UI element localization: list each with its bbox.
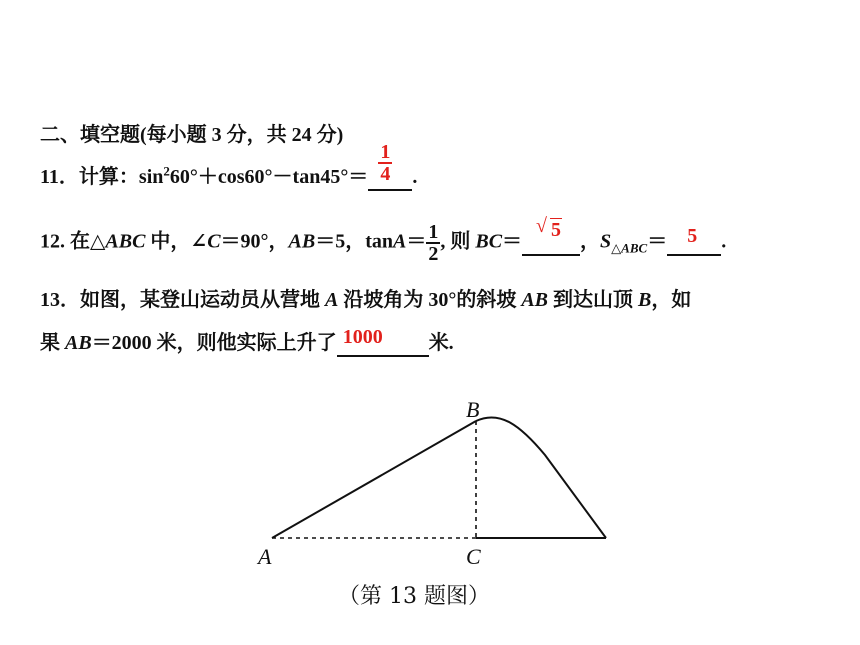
q12-period: . — [721, 230, 727, 253]
q12-number: 12 — [40, 230, 60, 253]
q13-text-4: ，如 — [651, 289, 692, 311]
q13-length-ab: AB — [65, 332, 92, 354]
q11-answer-denominator: 4 — [380, 163, 391, 185]
q13-text-6: ＝2000 米，则他实际上升了 — [91, 332, 337, 354]
q11-number: 11 — [40, 166, 59, 188]
q12-fraction-numerator: 1 — [428, 221, 439, 243]
q12-side-bc: BC — [475, 230, 503, 253]
q11-sin: sin — [138, 166, 164, 188]
q13-point-b: B — [638, 289, 652, 311]
q13-text-3: 到达山顶 — [548, 289, 639, 311]
q12-area-symbol: S — [600, 230, 612, 253]
figure-caption: （第 13 题图） — [338, 584, 490, 609]
q11-prefix: ．计算： — [58, 166, 139, 188]
q13-answer-value: 1000 — [342, 326, 383, 348]
q11-expression: 60°＋cos60°－tan45°＝ — [169, 166, 369, 188]
q13-text-7: 米. — [428, 332, 454, 354]
q12-text-2: 中，∠ — [145, 230, 208, 253]
q12-area-answer-value: 5 — [687, 224, 698, 247]
mountain-curve — [476, 417, 606, 538]
label-a: A — [258, 544, 272, 569]
q12-text-1: . 在△ — [60, 230, 106, 253]
q12-text-5: ＝ — [406, 230, 427, 253]
q12-angle-a: A — [393, 230, 407, 253]
q12-text-4: ＝5，tan — [315, 230, 394, 253]
q13-point-a: A — [325, 289, 339, 311]
q12-side-ab: AB — [288, 230, 316, 253]
q12-area-subscript: △ABC — [611, 240, 648, 256]
q12-text-8: ， — [580, 230, 601, 253]
q13-text-1: 13．如图，某登山运动员从营地 — [40, 289, 325, 311]
q12-bc-answer-value: 5 — [551, 218, 562, 241]
q13-text-5: 果 — [40, 332, 65, 354]
q12-fraction-denominator: 2 — [428, 243, 439, 265]
q12-angle-c: C — [207, 230, 221, 253]
q11-period: . — [412, 166, 418, 188]
q13-text-2: 沿坡角为 30°的斜坡 — [338, 289, 522, 311]
q11-answer-numerator: 1 — [380, 141, 391, 163]
q13-slope-ab: AB — [521, 289, 549, 311]
q12-triangle-abc: ABC — [105, 230, 146, 253]
q12-text-7: ＝ — [502, 230, 523, 253]
label-b: B — [466, 397, 480, 422]
q12-text-3: ＝90°， — [220, 230, 289, 253]
label-c: C — [466, 544, 481, 569]
q11-exponent: 2 — [163, 163, 170, 179]
slope-line-ab — [272, 421, 476, 538]
q12-text-9: ＝ — [647, 230, 668, 253]
section-title-text: 二、填空题(每小题 3 分，共 24 分) — [40, 124, 344, 146]
q12-text-6: , 则 — [440, 230, 476, 253]
